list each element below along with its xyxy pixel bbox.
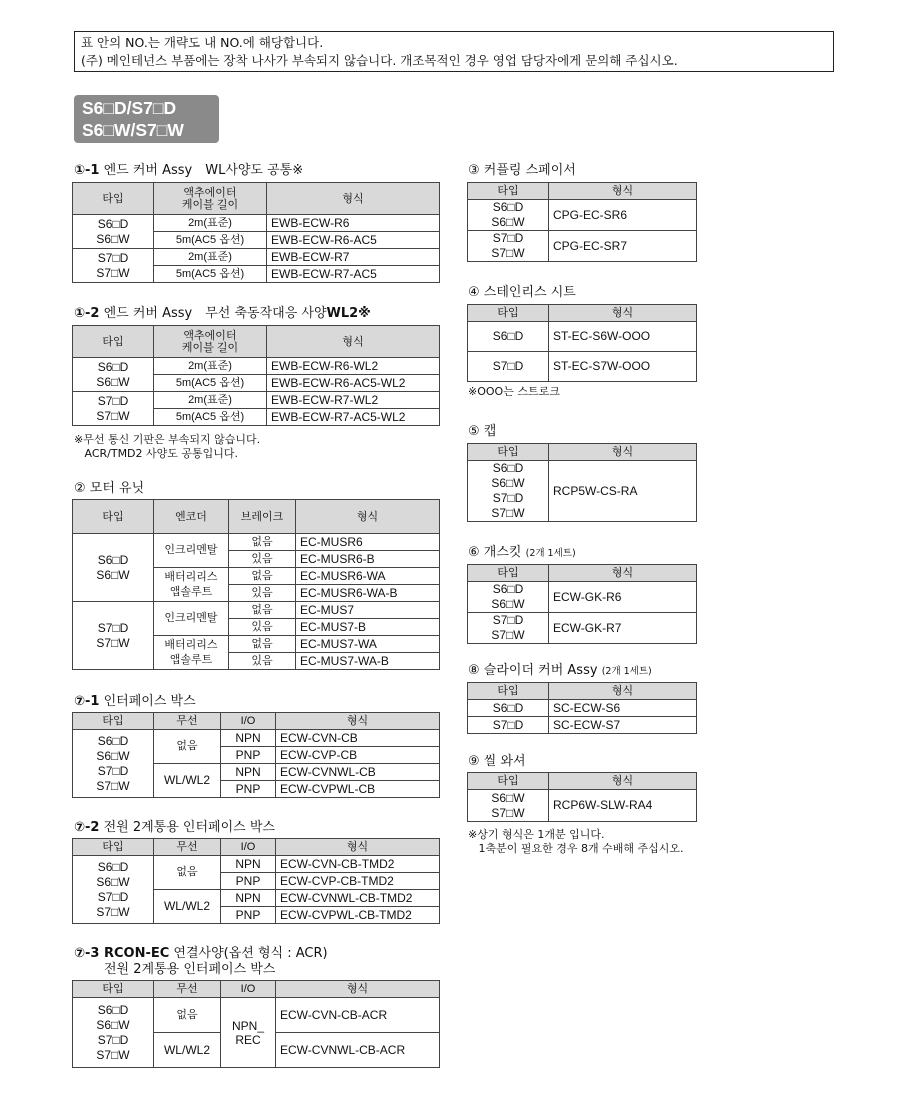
model-cell: ECW-CVN-CB — [276, 730, 440, 747]
col-header-type: 타입 — [468, 565, 549, 582]
cable-cell: 5m(AC5 옵션) — [154, 409, 267, 426]
badge-line-2: S6□W/S7□W — [82, 120, 184, 140]
model-cell: SC-ECW-S6 — [549, 700, 697, 717]
col-header-type: 타입 — [73, 183, 154, 215]
notice-box — [74, 31, 834, 72]
io-cell: PNP — [221, 873, 276, 890]
col-header-model: 형식 — [267, 183, 440, 215]
section-title-1-2 — [74, 306, 371, 322]
section-label: 연결사양(옵션 형식 : ACR) — [173, 946, 328, 961]
col-header-type: 타입 — [468, 683, 549, 700]
section-title-8 — [468, 663, 652, 680]
col-header-type: 타입 — [468, 183, 549, 200]
model-badge — [74, 95, 219, 143]
section-title-7-2 — [74, 820, 275, 836]
model-cell: EC-MUSR6-WA — [296, 568, 440, 585]
col-header-model: 형식 — [276, 713, 440, 730]
section-title-7-3 — [74, 946, 328, 962]
col-header-type: 타입 — [73, 500, 154, 534]
io-cell: NPN — [221, 856, 276, 873]
model-cell: SC-ECW-S7 — [549, 717, 697, 734]
section-title-4: ④ 스테인리스 시트 — [468, 285, 576, 300]
col-header-type: 타입 — [468, 444, 549, 461]
model-cell: CPG-EC-SR7 — [549, 231, 697, 262]
model-cell: RCP6W-SLW-RA4 — [549, 790, 697, 822]
brake-cell: 있음 — [229, 585, 296, 602]
slider-cover-table — [467, 682, 697, 734]
badge-line-1: S6□D/S7□D — [82, 98, 177, 118]
encoder-cell: 배터리리스 앱솔루트 — [154, 568, 229, 602]
col-header-io: I/O — [221, 839, 276, 856]
col-header-io: I/O — [221, 713, 276, 730]
section-label: ⑧ 슬라이더 커버 Assy — [468, 663, 598, 678]
type-cell: S6□D S6□W — [73, 534, 154, 602]
io-cell: NPN — [221, 730, 276, 747]
model-cell: ST-EC-S6W-OOO — [549, 322, 697, 352]
model-cell: EC-MUSR6-B — [296, 551, 440, 568]
brake-cell: 없음 — [229, 534, 296, 551]
model-cell: ECW-GK-R7 — [549, 613, 697, 644]
wireless-note: ※무선 통신 기판은 부속되지 않습니다. ACR/TMD2 사양도 공통입니다. — [74, 433, 261, 460]
model-cell: EWB-ECW-R7-WL2 — [267, 392, 440, 409]
model-cell: EWB-ECW-R6 — [267, 215, 440, 232]
io-cell: PNP — [221, 747, 276, 764]
col-header-wireless: 무선 — [154, 713, 221, 730]
dual-power-interface-box-table — [72, 838, 440, 924]
brake-cell: 있음 — [229, 653, 296, 670]
brake-cell: 없음 — [229, 602, 296, 619]
model-cell: EC-MUS7-WA — [296, 636, 440, 653]
interface-box-table — [72, 712, 440, 798]
cable-cell: 2m(표준) — [154, 392, 267, 409]
type-cell: S6□D S6□W S7□D S7□W — [468, 461, 549, 522]
seal-washer-table — [467, 772, 697, 822]
model-cell: EWB-ECW-R6-AC5 — [267, 232, 440, 249]
wireless-cell: 없음 — [154, 730, 221, 764]
section-sublabel: (2개 1세트) — [525, 548, 576, 559]
type-cell: S6□D S6□W S7□D S7□W — [73, 730, 154, 798]
type-cell: S6□D S6□W — [73, 215, 154, 249]
type-cell: S6□D — [468, 322, 549, 352]
model-cell: EC-MUS7-WA-B — [296, 653, 440, 670]
type-cell: S6□D S6□W — [73, 358, 154, 392]
io-cell: PNP — [221, 781, 276, 798]
col-header-model: 형식 — [276, 981, 440, 998]
io-cell: NPN — [221, 890, 276, 907]
gasket-table — [467, 564, 697, 644]
col-header-model: 형식 — [267, 326, 440, 358]
section-label: 인터페이스 박스 — [103, 694, 196, 709]
section-number: ⑦-2 — [74, 820, 100, 835]
cable-cell: 2m(표준) — [154, 249, 267, 266]
section-number: ①-2 — [74, 306, 100, 321]
section-label: 엔드 커버 Assy 무선 축동작대응 사양 — [103, 306, 327, 321]
col-header-type: 타입 — [73, 326, 154, 358]
col-header-wireless: 무선 — [154, 839, 221, 856]
type-cell: S6□D S6□W — [468, 200, 549, 231]
col-header-model: 형식 — [549, 183, 697, 200]
coupling-spacer-table — [467, 182, 697, 262]
col-header-model: 형식 — [549, 565, 697, 582]
cable-cell: 5m(AC5 옵션) — [154, 266, 267, 283]
end-cover-table — [72, 182, 440, 283]
model-cell: ECW-GK-R6 — [549, 582, 697, 613]
col-header-cable: 액추에이터 케이블 길이 — [154, 326, 267, 358]
model-cell: EC-MUSR6 — [296, 534, 440, 551]
section-label-bold: WL2※ — [326, 306, 371, 321]
model-cell: RCP5W-CS-RA — [549, 461, 697, 522]
brake-cell: 있음 — [229, 619, 296, 636]
type-cell: S6□W S7□W — [468, 790, 549, 822]
model-cell: EWB-ECW-R6-AC5-WL2 — [267, 375, 440, 392]
section-label: ⑥ 개스킷 — [468, 545, 522, 560]
col-header-type: 타입 — [73, 981, 154, 998]
model-cell: ST-EC-S7W-OOO — [549, 352, 697, 382]
model-cell: EWB-ECW-R7-AC5 — [267, 266, 440, 283]
io-cell: PNP — [221, 907, 276, 924]
model-cell: ECW-CVP-CB — [276, 747, 440, 764]
cable-cell: 5m(AC5 옵션) — [154, 375, 267, 392]
section-title-3: ③ 커플링 스페이서 — [468, 163, 576, 178]
col-header-type: 타입 — [468, 773, 549, 790]
type-cell: S6□D S6□W S7□D S7□W — [73, 998, 154, 1068]
model-cell: ECW-CVPWL-CB-TMD2 — [276, 907, 440, 924]
notice-line-1: 표 안의 NO.는 개략도 내 NO.에 해당합니다. — [81, 35, 324, 50]
col-header-brake: 브레이크 — [229, 500, 296, 534]
model-cell: ECW-CVPWL-CB — [276, 781, 440, 798]
model-cell: ECW-CVN-CB-TMD2 — [276, 856, 440, 873]
model-cell: EC-MUS7 — [296, 602, 440, 619]
brake-cell: 없음 — [229, 568, 296, 585]
motor-unit-table — [72, 499, 440, 670]
section-number: ⑦-1 — [74, 694, 100, 709]
type-cell: S6□D S6□W S7□D S7□W — [73, 856, 154, 924]
col-header-model: 형식 — [549, 683, 697, 700]
model-cell: ECW-CVN-CB-ACR — [276, 998, 440, 1033]
model-cell: EWB-ECW-R7-AC5-WL2 — [267, 409, 440, 426]
brake-cell: 있음 — [229, 551, 296, 568]
cable-cell: 2m(표준) — [154, 215, 267, 232]
type-cell: S6□D S6□W — [468, 582, 549, 613]
model-cell: ECW-CVP-CB-TMD2 — [276, 873, 440, 890]
wireless-cell: WL/WL2 — [154, 1033, 221, 1068]
type-cell: S7□D S7□W — [73, 249, 154, 283]
wireless-cell: 없음 — [154, 998, 221, 1033]
section-number: ①-1 — [74, 163, 100, 178]
model-cell: CPG-EC-SR6 — [549, 200, 697, 231]
brake-cell: 없음 — [229, 636, 296, 653]
col-header-type: 타입 — [73, 713, 154, 730]
model-cell: ECW-CVNWL-CB — [276, 764, 440, 781]
section-sublabel: (2개 1세트) — [601, 666, 652, 677]
section-title-7-1 — [74, 694, 196, 710]
stroke-note: ※OOO는 스트로크 — [468, 385, 560, 398]
col-header-model: 형식 — [549, 305, 697, 322]
encoder-cell: 인크리멘탈 — [154, 602, 229, 636]
section-title-5: ⑤ 캡 — [468, 424, 497, 439]
quantity-note: ※상기 형식은 1개분 입니다. 1축분이 필요한 경우 8개 수배해 주십시오. — [468, 828, 684, 855]
col-header-encoder: 엔코더 — [154, 500, 229, 534]
model-cell: EWB-ECW-R6-WL2 — [267, 358, 440, 375]
io-cell: NPN — [221, 764, 276, 781]
rcon-interface-box-table — [72, 980, 440, 1068]
encoder-cell: 인크리멘탈 — [154, 534, 229, 568]
wireless-cell: 없음 — [154, 856, 221, 890]
col-header-wireless: 무선 — [154, 981, 221, 998]
type-cell: S7□D — [468, 352, 549, 382]
section-label: 전원 2계통용 인터페이스 박스 — [103, 820, 275, 835]
model-cell: ECW-CVNWL-CB-TMD2 — [276, 890, 440, 907]
col-header-io: I/O — [221, 981, 276, 998]
encoder-cell: 배터리리스 앱솔루트 — [154, 636, 229, 670]
type-cell: S7□D S7□W — [468, 613, 549, 644]
wireless-cell: WL/WL2 — [154, 764, 221, 798]
type-cell: S6□D — [468, 700, 549, 717]
section-title-2: ② 모터 유닛 — [74, 481, 145, 496]
type-cell: S7□D S7□W — [73, 602, 154, 670]
col-header-model: 형식 — [276, 839, 440, 856]
section-title-1-1 — [74, 163, 303, 179]
model-cell: EWB-ECW-R7 — [267, 249, 440, 266]
cap-table — [467, 443, 697, 522]
section-subtitle-7-3: 전원 2계통용 인터페이스 박스 — [104, 962, 276, 977]
stainless-sheet-table — [467, 304, 697, 382]
col-header-cable: 액추에이터 케이블 길이 — [154, 183, 267, 215]
section-title-9: ⑨ 씰 와셔 — [468, 754, 526, 769]
section-title-6 — [468, 545, 576, 562]
section-number: ⑦-3 RCON-EC — [74, 946, 170, 961]
end-cover-wl2-table — [72, 325, 440, 426]
type-cell: S7□D S7□W — [468, 231, 549, 262]
model-cell: EC-MUS7-B — [296, 619, 440, 636]
col-header-model: 형식 — [549, 444, 697, 461]
wireless-cell: WL/WL2 — [154, 890, 221, 924]
model-cell: ECW-CVNWL-CB-ACR — [276, 1033, 440, 1068]
notice-line-2: (주) 메인테넌스 부품에는 장착 나사가 부속되지 않습니다. 개조목적인 경우 영업 담당자에게 문의해 주십시오. — [81, 53, 678, 68]
section-label: 엔드 커버 Assy WL사양도 공통※ — [103, 163, 304, 178]
col-header-type: 타입 — [73, 839, 154, 856]
cable-cell: 2m(표준) — [154, 358, 267, 375]
col-header-model: 형식 — [549, 773, 697, 790]
col-header-type: 타입 — [468, 305, 549, 322]
model-cell: EC-MUSR6-WA-B — [296, 585, 440, 602]
type-cell: S7□D — [468, 717, 549, 734]
type-cell: S7□D S7□W — [73, 392, 154, 426]
col-header-model: 형식 — [296, 500, 440, 534]
cable-cell: 5m(AC5 옵션) — [154, 232, 267, 249]
io-cell: NPN_ REC — [221, 998, 276, 1068]
